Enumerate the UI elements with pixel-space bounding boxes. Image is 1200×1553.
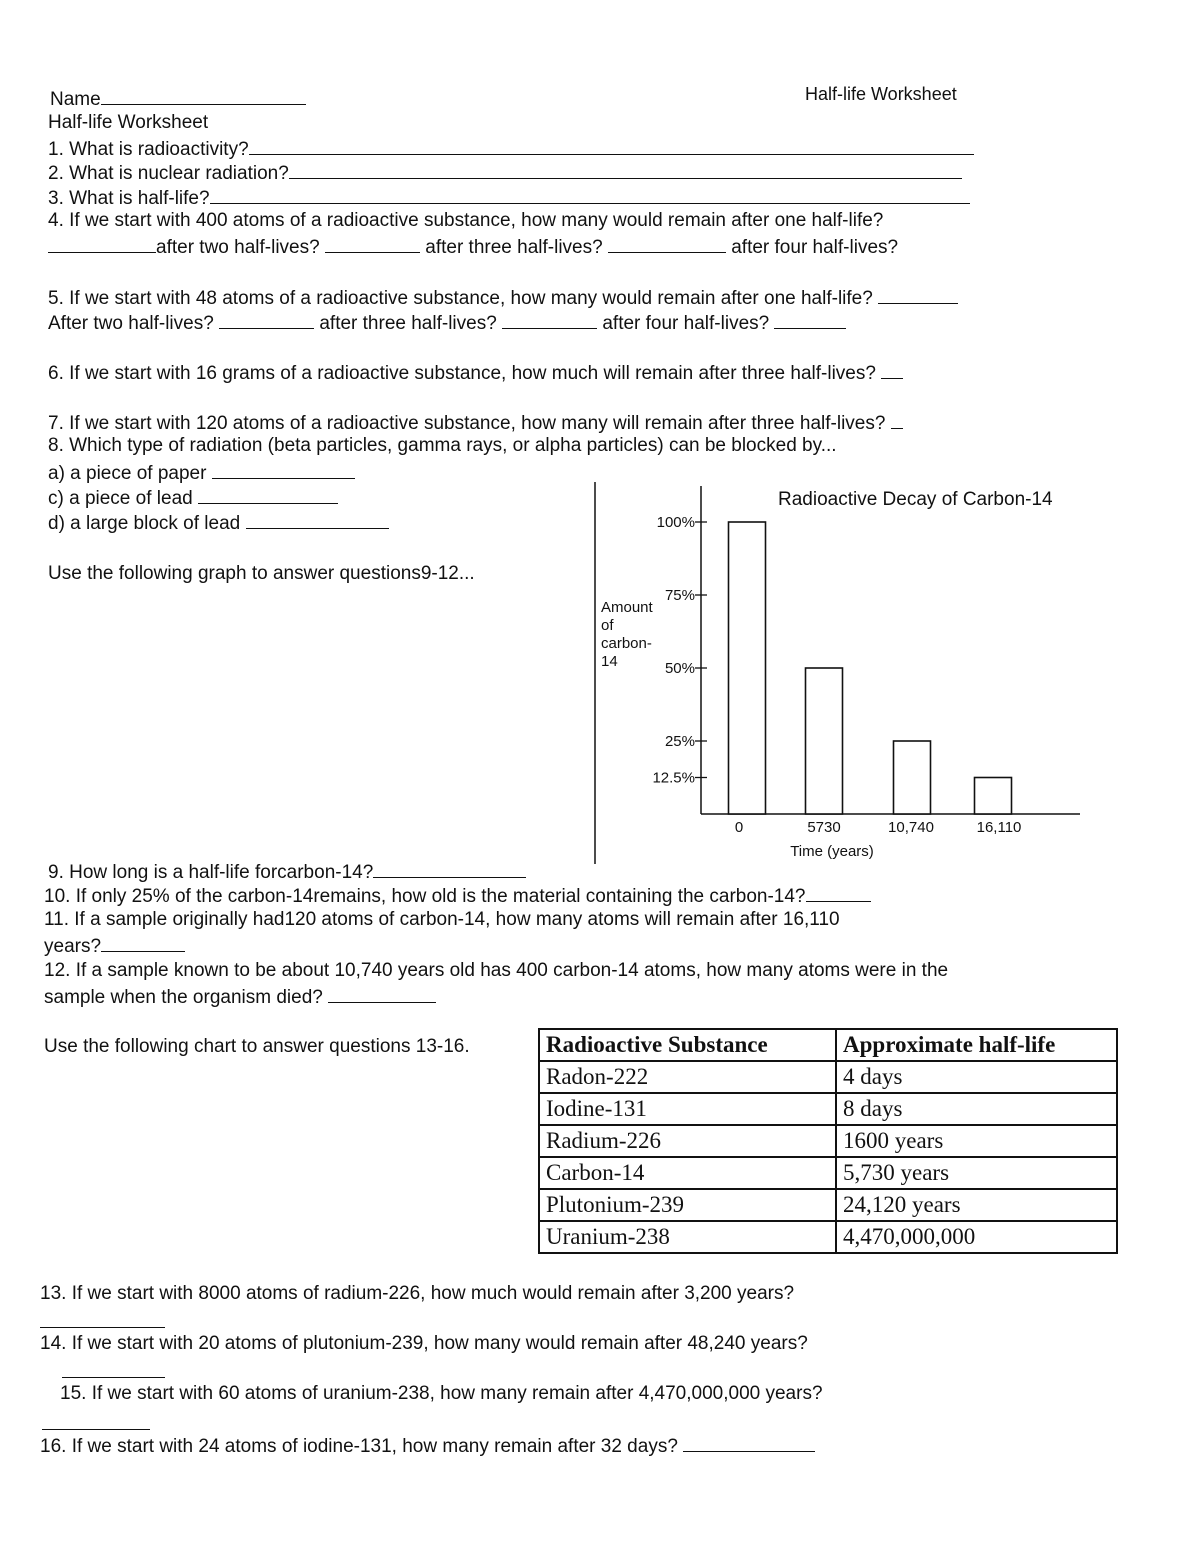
- answer-blank-3[interactable]: [210, 185, 970, 204]
- answer-blank-10[interactable]: [806, 883, 871, 902]
- y-tick-label: 50%: [664, 660, 695, 677]
- table-cell-substance: Carbon-14: [539, 1157, 836, 1189]
- name-line: [50, 86, 306, 112]
- chart-title: Radioactive Decay of Carbon-14: [778, 489, 1053, 510]
- answer-blank-4a[interactable]: [48, 234, 156, 253]
- table-row: [539, 1125, 1117, 1157]
- x-tick-label: 16,110: [976, 819, 1022, 836]
- name-label: Name: [50, 89, 101, 110]
- answer-blank-8a[interactable]: [212, 460, 355, 479]
- y-axis-label: of: [601, 617, 614, 634]
- chart-plot-area: [601, 486, 1080, 860]
- x-axis-label: Time (years): [790, 843, 874, 860]
- answer-blank-11[interactable]: [101, 933, 185, 952]
- answer-blank-14[interactable]: [62, 1359, 165, 1378]
- question-8: 8. Which type of radiation (beta particles, gamma rays, or alpha particles) can be blocked by...: [48, 435, 837, 456]
- question-11-cont: years?: [44, 933, 185, 959]
- question-16: 16. If we start with 24 atoms of iodine-131, how many remain after 32 days?: [40, 1433, 815, 1459]
- worksheet-title: Half-life Worksheet: [48, 112, 209, 133]
- answer-blank-16[interactable]: [683, 1433, 815, 1452]
- table-row: [539, 1061, 1117, 1093]
- question-14: 14. If we start with 20 atoms of plutonium-239, how many would remain after 48,240 years?: [40, 1333, 808, 1354]
- name-blank[interactable]: [101, 86, 306, 105]
- table-header-half-life: Approximate half-life: [836, 1029, 1117, 1061]
- question-8c: c) a piece of lead: [48, 485, 338, 511]
- bar-16110: [975, 778, 1012, 815]
- table-row: [539, 1093, 1117, 1125]
- question-7: 7. If we start with 120 atoms of a radioactive substance, how many will remain after three half-lives?: [48, 410, 903, 436]
- answer-blank-8c[interactable]: [198, 485, 338, 504]
- table-cell-substance: Radium-226: [539, 1125, 836, 1157]
- chart-instruction: Use the following chart to answer questions 13-16.: [44, 1036, 470, 1057]
- x-tick-label: 0: [734, 819, 744, 836]
- y-tick-label: 12.5%: [652, 769, 695, 787]
- question-4: 4. If we start with 400 atoms of a radioactive substance, how many would remain after one half-life?: [48, 210, 884, 231]
- x-tick-label: 5730: [807, 819, 841, 836]
- question-5-followups: After two half-lives? after three half-lives? after four half-lives?: [48, 310, 846, 336]
- table-cell-half-life: 8 days: [836, 1093, 1117, 1125]
- table-row: [539, 1189, 1117, 1221]
- question-15: 15. If we start with 60 atoms of uranium-238, how many remain after 4,470,000,000 years?: [60, 1383, 823, 1404]
- answer-blank-5c[interactable]: [502, 310, 597, 329]
- y-tick-label: 75%: [664, 587, 695, 604]
- answer-blank-4b[interactable]: [325, 234, 420, 253]
- question-8a: a) a piece of paper: [48, 460, 355, 486]
- graph-instruction: Use the following graph to answer questions9-12...: [48, 563, 475, 584]
- answer-blank-4c[interactable]: [608, 234, 726, 253]
- y-tick-label: 25%: [664, 733, 695, 750]
- header-title-right: Half-life Worksheet: [805, 84, 957, 104]
- question-9: 9. How long is a half-life forcarbon-14?: [48, 859, 526, 885]
- bar-10740: [894, 741, 931, 814]
- y-tick-label: 100%: [656, 514, 695, 531]
- question-12: 12. If a sample known to be about 10,740 years old has 400 carbon-14 atoms, how many atoms were in the: [44, 960, 949, 981]
- answer-blank-1[interactable]: [249, 136, 974, 155]
- question-5: 5. If we start with 48 atoms of a radioactive substance, how many would remain after one half-life?: [48, 285, 958, 311]
- y-axis-label: 14: [601, 653, 618, 670]
- answer-blank-8d[interactable]: [246, 510, 389, 529]
- table-cell-half-life: 24,120 years: [836, 1189, 1117, 1221]
- table-row: [539, 1157, 1117, 1189]
- question-6: 6. If we start with 16 grams of a radioactive substance, how much will remain after three half-lives?: [48, 360, 903, 386]
- table-cell-half-life: 4,470,000,000: [836, 1221, 1117, 1253]
- half-life-table: [538, 1028, 1118, 1254]
- answer-blank-5a[interactable]: [878, 285, 958, 304]
- bar-0: [729, 522, 766, 814]
- x-tick-label: 10,740: [888, 819, 934, 836]
- y-axis-label: Amount: [601, 599, 653, 616]
- answer-blank-5d[interactable]: [774, 310, 846, 329]
- table-header-substance: Radioactive Substance: [539, 1029, 836, 1061]
- answer-blank-2[interactable]: [289, 160, 962, 179]
- answer-blank-5b[interactable]: [219, 310, 314, 329]
- question-13: 13. If we start with 8000 atoms of radium-226, how much would remain after 3,200 years?: [40, 1283, 795, 1304]
- question-10: 10. If only 25% of the carbon-14remains, how old is the material containing the carbon-14?: [44, 883, 871, 909]
- question-8d: d) a large block of lead: [48, 510, 389, 536]
- table-row: [539, 1221, 1117, 1253]
- table-cell-substance: Plutonium-239: [539, 1189, 836, 1221]
- carbon-14-decay-chart: [585, 478, 1085, 868]
- table-cell-half-life: 5,730 years: [836, 1157, 1117, 1189]
- y-axis-label: carbon-: [601, 635, 652, 652]
- bar-5730: [806, 668, 843, 814]
- table-cell-half-life: 4 days: [836, 1061, 1117, 1093]
- answer-blank-12[interactable]: [328, 984, 436, 1003]
- question-11: 11. If a sample originally had120 atoms of carbon-14, how many atoms will remain after 16,110: [44, 909, 840, 930]
- answer-blank-9[interactable]: [373, 859, 526, 878]
- answer-blank-7[interactable]: [891, 410, 903, 429]
- question-12-cont: sample when the organism died?: [44, 984, 436, 1010]
- table-header-row: [539, 1029, 1117, 1061]
- question-3: 3. What is half-life?: [48, 185, 970, 211]
- table-cell-substance: Iodine-131: [539, 1093, 836, 1125]
- question-4-followups: after two half-lives? after three half-lives? after four half-lives?: [48, 234, 898, 260]
- question-1: 1. What is radioactivity?: [48, 136, 974, 162]
- table-cell-half-life: 1600 years: [836, 1125, 1117, 1157]
- answer-blank-13[interactable]: [40, 1309, 165, 1328]
- question-2: 2. What is nuclear radiation?: [48, 160, 962, 186]
- answer-blank-6[interactable]: [881, 360, 903, 379]
- answer-blank-15[interactable]: [42, 1411, 150, 1430]
- table-cell-substance: Uranium-238: [539, 1221, 836, 1253]
- table-cell-substance: Radon-222: [539, 1061, 836, 1093]
